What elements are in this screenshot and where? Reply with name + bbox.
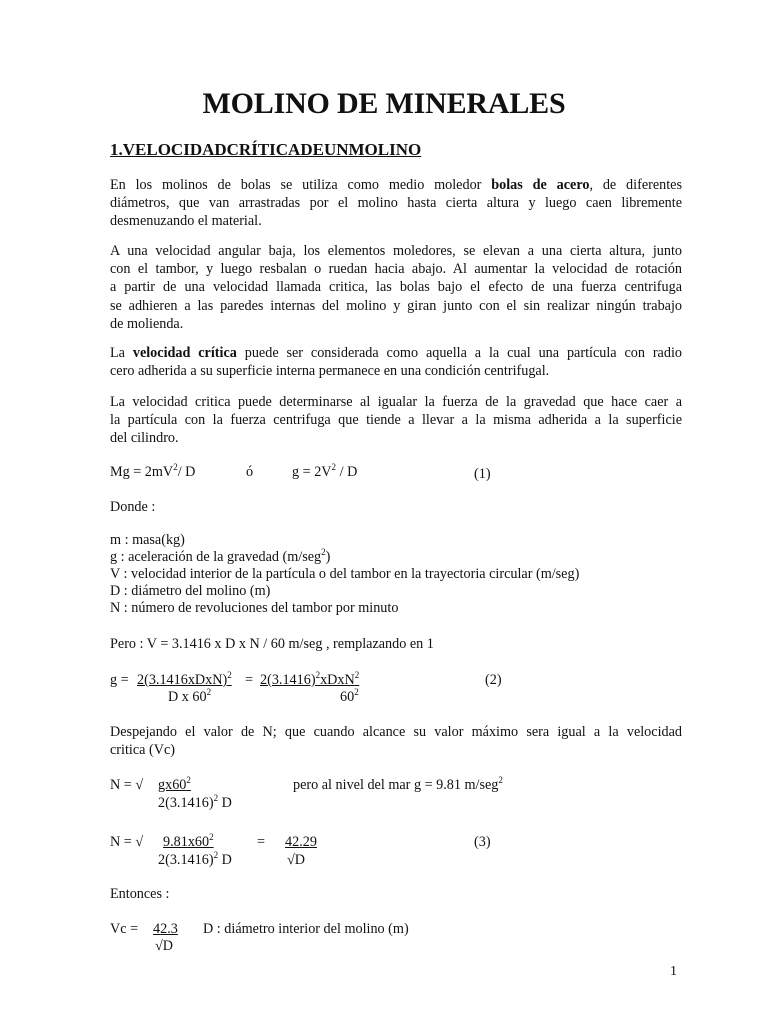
pero-line: Pero : V = 3.1416 x D x N / 60 m/seg , remplazando en 1 xyxy=(110,636,434,652)
var-v: V : velocidad interior de la partícula o del tambor en la trayectoria circular (m/seg) xyxy=(110,566,580,582)
p3-line-2: cero adherida a su superficie interna permanece en una condición centrifugal. xyxy=(110,363,550,380)
p1-line-3: desmenuzando el material. xyxy=(110,213,262,230)
p1-text-a: En los molinos de bolas se utiliza como medio moledor xyxy=(110,177,492,193)
despejando-line-1: Despejando el valor de N; que cuando alcance su valor máximo sera igual a la velocidad xyxy=(110,724,682,740)
equation-n2-lhs: N = √ xyxy=(110,834,144,850)
page-title: MOLINO DE MINERALES xyxy=(202,87,566,120)
equation-2-denominator-1: D x $60^2$ xyxy=(168,687,212,705)
section-heading: 1.VELOCIDADCRÍTICADEUNMOLINO xyxy=(110,140,422,159)
equation-vc-lhs: Vc = xyxy=(110,921,139,937)
p2-line-2: con el tambor, y luego resbalan o ruedan hacia abajo. Al aumentar la velocidad de rotación xyxy=(110,261,682,278)
equation-n1-denominator: $2(3.1416)^2$ D xyxy=(158,793,232,811)
equation-1-number: (1) xyxy=(474,466,491,482)
equation-n1-note: pero al nivel del mar g = 9.81 m/seg$^2$ xyxy=(293,775,503,793)
p4-line-3: del cilindro. xyxy=(110,430,179,447)
equation-2-number: (2) xyxy=(485,672,502,688)
p3-bold: velocidad crítica xyxy=(132,345,237,361)
var-g: g : aceleración de la gravedad (m/seg$^2$) xyxy=(110,547,331,565)
paragraph-despejando xyxy=(110,723,682,759)
equation-2-numerator-1: 2(3.1416xDxN)$^2$ xyxy=(137,670,232,688)
p4-line-1: La velocidad critica puede determinarse al igualar la fuerza de la gravedad que hace caer a xyxy=(110,394,682,410)
donde-label: Donde : xyxy=(110,499,156,515)
p3-text-a: La xyxy=(110,345,133,361)
p1-bold: bolas de acero xyxy=(491,177,590,193)
equation-2-equals: = xyxy=(245,672,254,688)
equation-n2-denominator: $2(3.1416)^2$ D xyxy=(158,850,232,868)
paragraph-critical-speed xyxy=(110,344,682,380)
entonces-label: Entonces : xyxy=(110,886,170,902)
p1-line-2: diámetros, que van arrastradas por el molino hasta cierta altura y luego caen libremente xyxy=(110,195,682,212)
equation-2-denominator-2: $60^2$ xyxy=(340,687,359,705)
equation-n2-number: (3) xyxy=(474,834,491,850)
equation-2-g: g = xyxy=(110,672,129,688)
page-number: 1 xyxy=(670,964,677,979)
var-n: N : número de revoluciones del tambor por minuto xyxy=(110,600,399,616)
equation-vc-description: D : diámetro interior del molino (m) xyxy=(203,921,409,937)
equation-n1-numerator: $gx60^2$ xyxy=(158,775,191,793)
equation-vc-numerator: 42.3 xyxy=(153,921,178,937)
paragraph-gravity xyxy=(110,393,682,448)
equation-n2-equals: = xyxy=(257,834,266,850)
p3-text-c: puede ser considerada como aquella a la cual una partícula con radio xyxy=(236,345,682,361)
equation-n1-lhs: N = √ xyxy=(110,777,144,793)
equation-1-rhs: $g = 2V^2 / D$ xyxy=(292,462,358,480)
p4-line-2: la partícula con la fuerza centrifuga que tiende a llevar a la misma adherida a la superficie xyxy=(110,412,682,429)
despejando-line-2: critica (Vc) xyxy=(110,742,175,759)
paragraph-angular-speed xyxy=(110,242,682,333)
p2-line-1: A una velocidad angular baja, los elementos moledores, se elevan a una cierta altura, junto xyxy=(110,243,682,259)
paragraph-intro xyxy=(110,176,682,231)
equation-2-numerator-2: $2(3.1416)^2xDxN^2$ xyxy=(260,670,360,688)
p2-line-4: se adhieren a las paredes internas del molino y giran junto con el sin realizar ningún trabajo xyxy=(110,297,682,314)
p2-line-5: de molienda. xyxy=(110,315,184,332)
var-m: m : masa(kg) xyxy=(110,532,185,548)
equation-1-or: ó xyxy=(246,464,254,480)
p1-text-c: , de diferentes xyxy=(589,177,682,193)
var-d: D : diámetro del molino (m) xyxy=(110,583,271,599)
equation-n2-result: 42.29 xyxy=(285,834,317,850)
equation-n2-result-denominator: √D xyxy=(287,852,306,868)
equation-n2-numerator: $9.81x60^2$ xyxy=(163,832,214,850)
p2-line-3: a partir de una velocidad llamada critica, las bolas bajo el efecto de una fuerza centrifuga xyxy=(110,279,682,296)
equation-vc-denominator: √D xyxy=(155,938,174,954)
equation-1-lhs: $Mg = 2mV^2/$ D xyxy=(110,462,196,480)
